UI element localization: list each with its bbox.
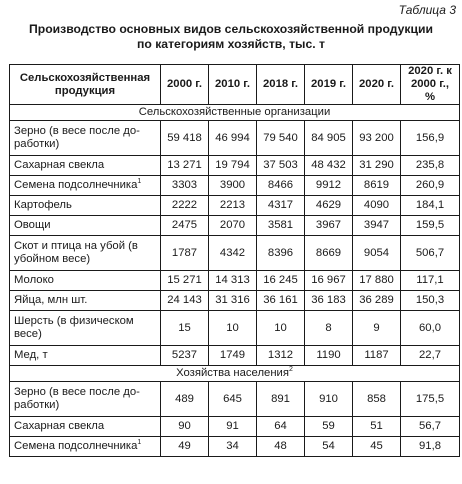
row-label	[10, 437, 161, 457]
value-cell: 22,7	[401, 346, 460, 366]
value-cell: 91,8	[401, 437, 460, 457]
row-label	[10, 176, 161, 196]
value-cell: 36 289	[353, 291, 401, 311]
value-cell: 60,0	[401, 311, 460, 346]
value-cell: 2213	[209, 196, 257, 216]
table-row	[10, 236, 460, 271]
row-label-text: Картофель	[14, 199, 72, 211]
row-label-text: Сахарная свекла	[14, 420, 105, 432]
value-cell: 8396	[257, 236, 305, 271]
value-cell: 9	[353, 311, 401, 346]
header-2019: 2019 г.	[305, 65, 353, 105]
table-row	[10, 346, 460, 366]
row-label-text: Зерно (в весе после до-работки)	[14, 386, 140, 411]
value-cell: 34	[209, 437, 257, 457]
row-label	[10, 196, 161, 216]
value-cell: 260,9	[401, 176, 460, 196]
value-cell: 91	[209, 417, 257, 437]
value-cell: 64	[257, 417, 305, 437]
row-label	[10, 291, 161, 311]
value-cell: 3947	[353, 216, 401, 236]
value-cell: 84 905	[305, 121, 353, 156]
value-cell: 1312	[257, 346, 305, 366]
row-label-text: Молоко	[14, 274, 54, 286]
table-row	[10, 382, 460, 417]
table-row	[10, 196, 460, 216]
row-label	[10, 346, 161, 366]
header-2010: 2010 г.	[209, 65, 257, 105]
row-label	[10, 271, 161, 291]
row-label	[10, 382, 161, 417]
row-label-text: Мед, т	[14, 349, 48, 361]
value-cell: 175,5	[401, 382, 460, 417]
table-row	[10, 176, 460, 196]
value-cell: 5237	[161, 346, 209, 366]
title-line-2: по категориям хозяйств, тыс. т	[137, 37, 325, 51]
value-cell: 13 271	[161, 156, 209, 176]
row-label	[10, 121, 161, 156]
row-label-text: Зерно (в весе после до-работки)	[14, 125, 140, 150]
value-cell: 15	[161, 311, 209, 346]
value-cell: 14 313	[209, 271, 257, 291]
value-cell: 2475	[161, 216, 209, 236]
value-cell: 31 290	[353, 156, 401, 176]
value-cell: 45	[353, 437, 401, 457]
value-cell: 36 183	[305, 291, 353, 311]
section-row	[10, 366, 460, 382]
value-cell: 117,1	[401, 271, 460, 291]
value-cell: 3303	[161, 176, 209, 196]
value-cell: 16 245	[257, 271, 305, 291]
row-label-text: Овощи	[14, 219, 51, 231]
table-row	[10, 291, 460, 311]
section-row	[10, 105, 460, 121]
value-cell: 9054	[353, 236, 401, 271]
value-cell: 1190	[305, 346, 353, 366]
row-label-text: Семена подсолнечника	[14, 440, 138, 452]
value-cell: 8466	[257, 176, 305, 196]
value-cell: 1749	[209, 346, 257, 366]
header-2018: 2018 г.	[257, 65, 305, 105]
value-cell: 1787	[161, 236, 209, 271]
value-cell: 90	[161, 417, 209, 437]
value-cell: 2222	[161, 196, 209, 216]
footnote-mark: 2	[289, 366, 293, 374]
value-cell: 156,9	[401, 121, 460, 156]
value-cell: 48	[257, 437, 305, 457]
row-label	[10, 156, 161, 176]
value-cell: 48 432	[305, 156, 353, 176]
row-label-text: Шерсть (в физическом весе)	[14, 315, 134, 340]
row-label	[10, 236, 161, 271]
value-cell: 3900	[209, 176, 257, 196]
value-cell: 4629	[305, 196, 353, 216]
header-2000: 2000 г.	[161, 65, 209, 105]
section-label: Хозяйства населения	[176, 367, 289, 379]
value-cell: 4090	[353, 196, 401, 216]
value-cell: 3581	[257, 216, 305, 236]
value-cell: 17 880	[353, 271, 401, 291]
table-row	[10, 311, 460, 346]
row-label	[10, 417, 161, 437]
value-cell: 49	[161, 437, 209, 457]
table-row	[10, 437, 460, 457]
table-label: Таблица 3	[398, 3, 456, 17]
header-row	[10, 65, 460, 105]
value-cell: 506,7	[401, 236, 460, 271]
value-cell: 2070	[209, 216, 257, 236]
footnote-mark: 1	[137, 439, 142, 447]
value-cell: 16 967	[305, 271, 353, 291]
row-label-text: Семена подсолнечника	[14, 179, 138, 191]
value-cell: 36 161	[257, 291, 305, 311]
row-label-text: Скот и птица на убой (в убойном весе)	[14, 240, 138, 265]
value-cell: 24 143	[161, 291, 209, 311]
row-label	[10, 216, 161, 236]
value-cell: 150,3	[401, 291, 460, 311]
production-table	[9, 64, 460, 457]
title-line-1: Производство основных видов сельскохозяйственной продукции	[29, 22, 433, 36]
footnote-mark: 1	[137, 178, 142, 186]
value-cell: 93 200	[353, 121, 401, 156]
value-cell: 1187	[353, 346, 401, 366]
row-label-text: Яйца, млн шт.	[14, 294, 88, 306]
value-cell: 159,5	[401, 216, 460, 236]
value-cell: 54	[305, 437, 353, 457]
value-cell: 37 503	[257, 156, 305, 176]
value-cell: 59	[305, 417, 353, 437]
value-cell: 59 418	[161, 121, 209, 156]
value-cell: 891	[257, 382, 305, 417]
value-cell: 15 271	[161, 271, 209, 291]
value-cell: 79 540	[257, 121, 305, 156]
value-cell: 8	[305, 311, 353, 346]
value-cell: 184,1	[401, 196, 460, 216]
value-cell: 8669	[305, 236, 353, 271]
value-cell: 4342	[209, 236, 257, 271]
table-row	[10, 156, 460, 176]
value-cell: 10	[257, 311, 305, 346]
table-row	[10, 121, 460, 156]
row-label	[10, 311, 161, 346]
value-cell: 56,7	[401, 417, 460, 437]
section-title	[10, 366, 460, 382]
table-title	[0, 22, 462, 52]
section-title	[10, 105, 460, 121]
value-cell: 51	[353, 417, 401, 437]
section-label: Сельскохозяйственные организации	[138, 106, 331, 118]
value-cell: 31 316	[209, 291, 257, 311]
table-row	[10, 417, 460, 437]
table-row	[10, 216, 460, 236]
header-ratio: 2020 г. к 2000 г., %	[401, 65, 460, 105]
value-cell: 489	[161, 382, 209, 417]
row-label-text: Сахарная свекла	[14, 159, 105, 171]
table-row	[10, 271, 460, 291]
value-cell: 46 994	[209, 121, 257, 156]
header-2020: 2020 г.	[353, 65, 401, 105]
value-cell: 3967	[305, 216, 353, 236]
value-cell: 8619	[353, 176, 401, 196]
value-cell: 19 794	[209, 156, 257, 176]
value-cell: 10	[209, 311, 257, 346]
value-cell: 858	[353, 382, 401, 417]
value-cell: 4317	[257, 196, 305, 216]
header-product: Сельскохозяйственная продукция	[10, 65, 161, 105]
value-cell: 235,8	[401, 156, 460, 176]
value-cell: 645	[209, 382, 257, 417]
value-cell: 910	[305, 382, 353, 417]
value-cell: 9912	[305, 176, 353, 196]
